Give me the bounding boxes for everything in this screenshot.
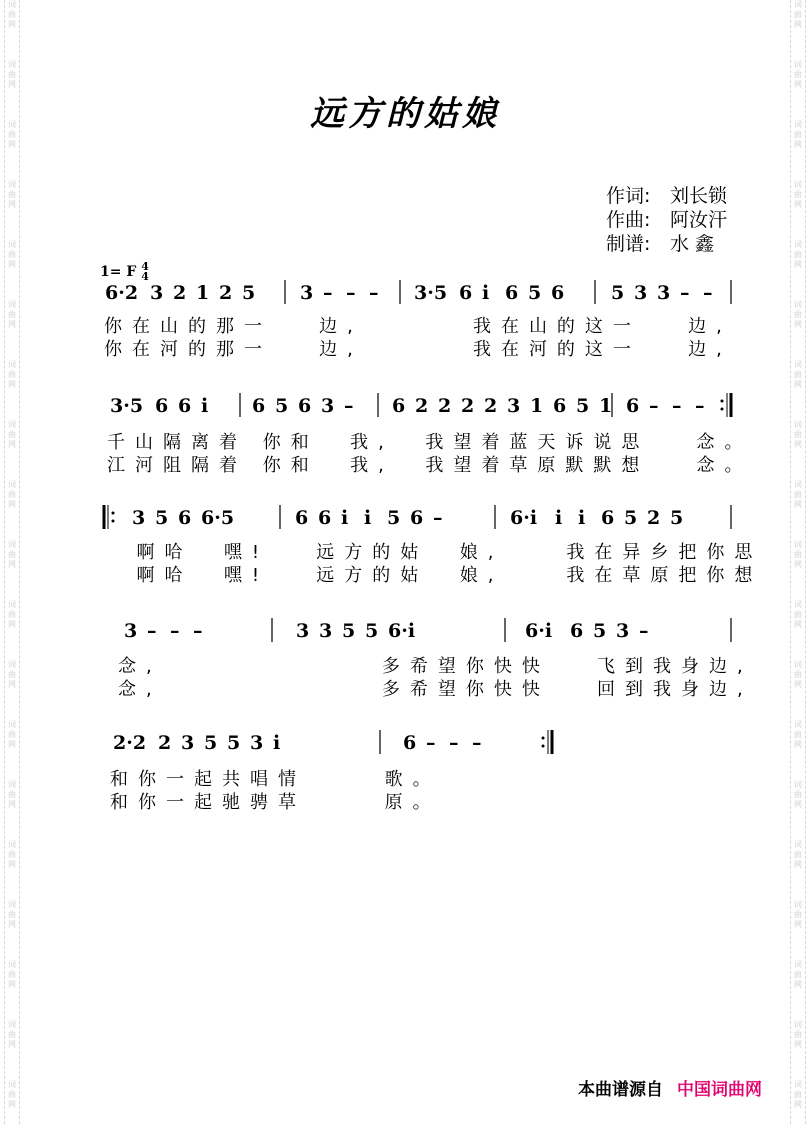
note: 6 — [403, 732, 417, 754]
credit-label: 作词: — [606, 185, 651, 207]
note: 6 — [155, 395, 169, 417]
note: 5 — [528, 282, 542, 304]
watermark-text: 词 曲 网 — [8, 600, 16, 629]
note: – — [426, 732, 436, 754]
note: 6 — [410, 507, 424, 529]
lyric-line: 啊哈 嘿! 远方的姑 娘, 我在异乡把你思 — [105, 542, 763, 563]
note: 3 — [507, 395, 521, 417]
note: 2·2 — [113, 732, 147, 754]
note: – — [433, 507, 443, 529]
note: – — [695, 395, 705, 417]
note: 6 — [505, 282, 519, 304]
note: – — [703, 282, 713, 304]
note: 5 — [624, 507, 638, 529]
note: 3·5 — [414, 282, 448, 304]
lyric-line: 你在山的那一 边, 我在山的这一 边, — [104, 316, 732, 337]
note: 3 — [296, 620, 310, 642]
note: – — [672, 395, 682, 417]
watermark-text: 词 曲 网 — [794, 960, 802, 989]
source-brand: 中国词曲网 — [677, 1080, 762, 1100]
note: 5 — [670, 507, 684, 529]
key-label: 1= F — [100, 264, 137, 280]
watermark-text: 词 曲 网 — [8, 900, 16, 929]
note: 5 — [576, 395, 590, 417]
watermark-text: 词 曲 网 — [794, 300, 802, 329]
note: 6 — [392, 395, 406, 417]
watermark-text: 词 曲 网 — [8, 180, 16, 209]
credit-value: 水 鑫 — [670, 233, 715, 255]
watermark-text: 词 曲 网 — [794, 540, 802, 569]
watermark-text: 词 曲 网 — [794, 660, 802, 689]
watermark-text: 词 曲 网 — [794, 120, 802, 149]
watermark-text: 词 曲 网 — [8, 720, 16, 749]
watermark-text: 词 曲 网 — [794, 780, 802, 809]
note: i — [482, 282, 490, 304]
note: 6·i — [525, 620, 553, 642]
note: i — [555, 507, 563, 529]
note: 6 — [570, 620, 584, 642]
lyric-line: 和你一起共唱情 歌。 — [110, 769, 441, 790]
note: 6·i — [510, 507, 538, 529]
repeat-start-sign — [104, 505, 115, 529]
lyric-line: 你在河的那一 边, 我在河的这一 边, — [104, 339, 732, 360]
watermark-text: 词 曲 网 — [8, 960, 16, 989]
note: 5 — [611, 282, 625, 304]
watermark-text: 词 曲 网 — [794, 1020, 802, 1049]
watermark-text: 词 曲 网 — [8, 540, 16, 569]
watermark-text: 词 曲 网 — [8, 780, 16, 809]
note: 5 — [593, 620, 607, 642]
source-label: 本曲谱源自 — [578, 1080, 663, 1100]
meter-top: 4 — [141, 260, 149, 273]
watermark-text: 词 曲 网 — [794, 180, 802, 209]
repeat-end-sign — [542, 730, 553, 754]
note: – — [170, 620, 180, 642]
credit-value: 阿汝汗 — [670, 209, 728, 231]
note: 3 — [250, 732, 264, 754]
lyric-line: 江河阻隔着 你和 我, 我望着草原默默想 念。 — [107, 455, 753, 476]
watermark-text: 词 曲 网 — [794, 480, 802, 509]
note: 6 — [252, 395, 266, 417]
note: 1 — [530, 395, 544, 417]
watermark-text: 词 曲 网 — [8, 120, 16, 149]
watermark-text: 词 曲 网 — [8, 660, 16, 689]
note: – — [472, 732, 482, 754]
credit-label: 制谱: — [606, 233, 651, 255]
watermark-text: 词 曲 网 — [794, 60, 802, 89]
note: i — [273, 732, 281, 754]
note: 2 — [461, 395, 475, 417]
note: 6 — [295, 507, 309, 529]
note: 2 — [647, 507, 661, 529]
note: 3 — [319, 620, 333, 642]
note: – — [649, 395, 659, 417]
note: 6 — [459, 282, 473, 304]
note: 6 — [626, 395, 640, 417]
note: 3 — [634, 282, 648, 304]
note: 5 — [342, 620, 356, 642]
note: 3 — [181, 732, 195, 754]
note: – — [680, 282, 690, 304]
note: 6 — [601, 507, 615, 529]
note: 2 — [415, 395, 429, 417]
note: 2 — [438, 395, 452, 417]
note: 5 — [242, 282, 256, 304]
credit-value: 刘长锁 — [670, 185, 728, 207]
note: 6·5 — [201, 507, 235, 529]
lyric-line: 和你一起驰骋草 原。 — [110, 792, 441, 813]
watermark-text: 词 曲 网 — [794, 900, 802, 929]
note: 6 — [553, 395, 567, 417]
note: – — [369, 282, 379, 304]
note: 3·5 — [110, 395, 144, 417]
watermark-text: 词 曲 网 — [794, 720, 802, 749]
watermark-text: 词 曲 网 — [794, 600, 802, 629]
credit-label: 作曲: — [606, 209, 651, 231]
note: – — [147, 620, 157, 642]
note: i — [341, 507, 349, 529]
lyric-line: 念, 多希望你快快 回到我身边, — [118, 679, 753, 700]
lyric-line: 啊哈 嘿! 远方的姑 娘, 我在草原把你想 — [105, 565, 763, 586]
watermark-text: 词 曲 网 — [8, 360, 16, 389]
note: 6 — [178, 395, 192, 417]
note: 5 — [227, 732, 241, 754]
note: 5 — [155, 507, 169, 529]
note: 3 — [300, 282, 314, 304]
note: 2 — [219, 282, 233, 304]
watermark-text: 词 曲 网 — [8, 1020, 16, 1049]
meter-bottom: 4 — [141, 270, 149, 283]
note: 2 — [484, 395, 498, 417]
lyric-line: 念, 多希望你快快 飞到我身边, — [118, 656, 753, 677]
note: 3 — [124, 620, 138, 642]
note: 5 — [275, 395, 289, 417]
note: – — [323, 282, 333, 304]
note: 6·2 — [105, 282, 139, 304]
watermark-text: 词 曲 网 — [794, 360, 802, 389]
song-title: 远方的姑娘 — [310, 94, 500, 134]
note: – — [344, 395, 354, 417]
watermark-text: 词 曲 网 — [8, 300, 16, 329]
watermark-text: 词 曲 网 — [8, 240, 16, 269]
note: i — [578, 507, 586, 529]
note: 3 — [150, 282, 164, 304]
watermark-text: 词 曲 网 — [8, 60, 16, 89]
note: – — [193, 620, 203, 642]
watermark-text: 词 曲 网 — [8, 0, 16, 29]
watermark-text: 词 曲 网 — [8, 420, 16, 449]
note: 2 — [158, 732, 172, 754]
note: 3 — [616, 620, 630, 642]
repeat-end-sign — [721, 393, 732, 417]
note: 5 — [365, 620, 379, 642]
note: i — [364, 507, 372, 529]
watermark-text: 词 曲 网 — [794, 1080, 802, 1109]
note: 1 — [196, 282, 210, 304]
note: 2 — [173, 282, 187, 304]
watermark-text: 词 曲 网 — [794, 840, 802, 869]
note: 5 — [204, 732, 218, 754]
watermark-text: 词 曲 网 — [8, 1080, 16, 1109]
note: 3 — [657, 282, 671, 304]
note: i — [201, 395, 209, 417]
note: 6 — [298, 395, 312, 417]
watermark-text: 词 曲 网 — [794, 420, 802, 449]
note: – — [449, 732, 459, 754]
note: 5 — [387, 507, 401, 529]
watermark-text: 词 曲 网 — [794, 0, 802, 29]
note: – — [346, 282, 356, 304]
note: 3 — [132, 507, 146, 529]
watermark-text: 词 曲 网 — [8, 480, 16, 509]
note: 6·i — [388, 620, 416, 642]
note: 3 — [321, 395, 335, 417]
watermark-text: 词 曲 网 — [794, 240, 802, 269]
watermark-text: 词 曲 网 — [8, 840, 16, 869]
lyric-line: 千山隔离着 你和 我, 我望着蓝天诉说思 念。 — [107, 432, 753, 453]
source-footer — [578, 1075, 762, 1100]
note: 6 — [318, 507, 332, 529]
note: 6 — [551, 282, 565, 304]
note: 1 — [599, 395, 613, 417]
note: – — [639, 620, 649, 642]
note: 6 — [178, 507, 192, 529]
